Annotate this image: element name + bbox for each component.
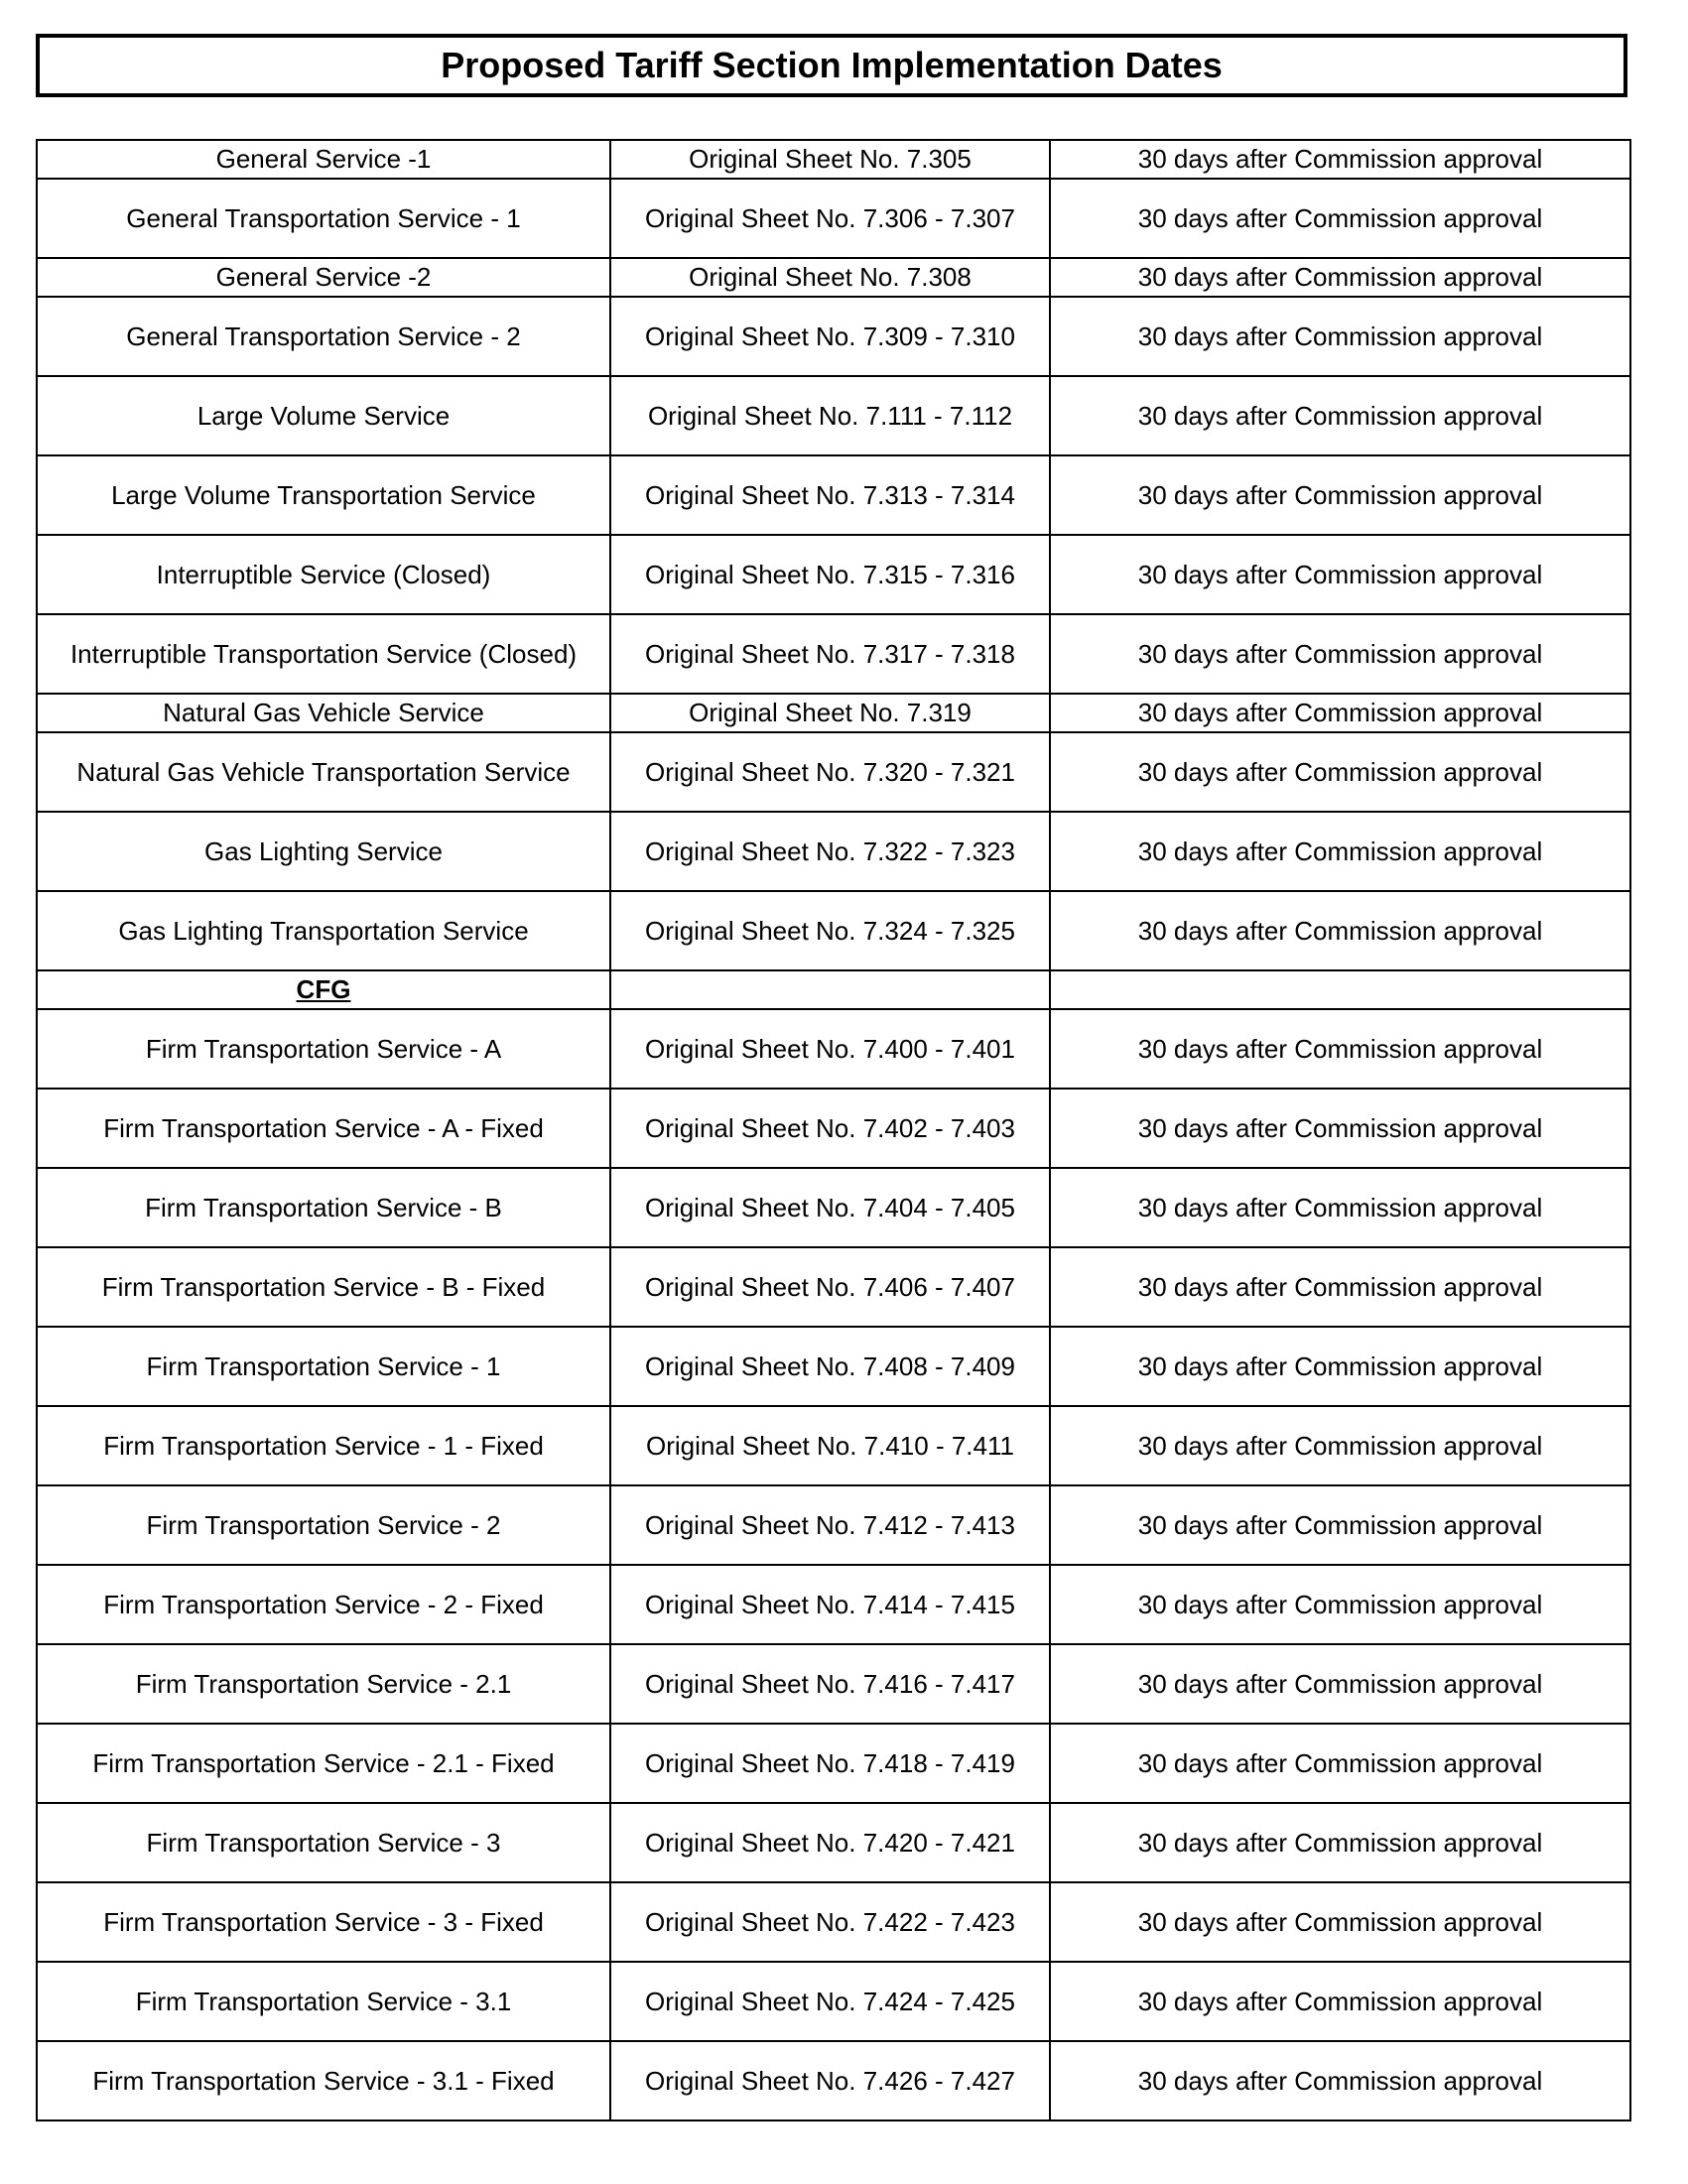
table-row [37, 258, 1630, 297]
implementation-date-cell: 30 days after Commission approval [1050, 140, 1630, 179]
table-row [37, 1247, 1630, 1327]
sheet-number-cell: Original Sheet No. 7.424 - 7.425 [610, 1962, 1050, 2041]
service-name-cell: Firm Transportation Service - 1 - Fixed [37, 1406, 610, 1485]
table-row [37, 614, 1630, 694]
service-name-cell: General Transportation Service - 1 [37, 179, 610, 258]
sheet-number-cell [610, 970, 1050, 1009]
sheet-number-cell: Original Sheet No. 7.111 - 7.112 [610, 376, 1050, 455]
service-name-cell: Firm Transportation Service - B [37, 1168, 610, 1247]
service-name-cell: Firm Transportation Service - A [37, 1009, 610, 1089]
service-name-cell: Firm Transportation Service - 2 - Fixed [37, 1565, 610, 1644]
sheet-number-cell: Original Sheet No. 7.317 - 7.318 [610, 614, 1050, 694]
sheet-number-cell: Original Sheet No. 7.322 - 7.323 [610, 812, 1050, 891]
implementation-date-cell: 30 days after Commission approval [1050, 179, 1630, 258]
service-name-cell: Firm Transportation Service - B - Fixed [37, 1247, 610, 1327]
service-name-cell: Firm Transportation Service - 2.1 [37, 1644, 610, 1724]
service-name-cell: Firm Transportation Service - 1 [37, 1327, 610, 1406]
table-row [37, 455, 1630, 535]
implementation-date-cell: 30 days after Commission approval [1050, 694, 1630, 732]
implementation-date-cell: 30 days after Commission approval [1050, 1962, 1630, 2041]
implementation-date-cell: 30 days after Commission approval [1050, 1009, 1630, 1089]
service-name-cell: Large Volume Service [37, 376, 610, 455]
service-name-cell: Firm Transportation Service - 3.1 [37, 1962, 610, 2041]
sheet-number-cell: Original Sheet No. 7.315 - 7.316 [610, 535, 1050, 614]
service-name-cell: Gas Lighting Transportation Service [37, 891, 610, 970]
table-row [37, 891, 1630, 970]
sheet-number-cell: Original Sheet No. 7.313 - 7.314 [610, 455, 1050, 535]
service-name-cell: Firm Transportation Service - 3 [37, 1803, 610, 1882]
table-row [37, 1565, 1630, 1644]
implementation-date-cell: 30 days after Commission approval [1050, 1565, 1630, 1644]
service-name-cell: Firm Transportation Service - 3.1 - Fixed [37, 2041, 610, 2120]
implementation-date-cell: 30 days after Commission approval [1050, 1089, 1630, 1168]
service-name-cell: Firm Transportation Service - 2 [37, 1485, 610, 1565]
sheet-number-cell: Original Sheet No. 7.418 - 7.419 [610, 1724, 1050, 1803]
table-row [37, 140, 1630, 179]
table-row [37, 297, 1630, 376]
sheet-number-cell: Original Sheet No. 7.305 [610, 140, 1050, 179]
table-row [37, 535, 1630, 614]
service-name-cell: Large Volume Transportation Service [37, 455, 610, 535]
implementation-date-cell: 30 days after Commission approval [1050, 1485, 1630, 1565]
sheet-number-cell: Original Sheet No. 7.324 - 7.325 [610, 891, 1050, 970]
table-row [37, 812, 1630, 891]
sheet-number-cell: Original Sheet No. 7.406 - 7.407 [610, 1247, 1050, 1327]
service-name-cell: General Transportation Service - 2 [37, 297, 610, 376]
table-row [37, 376, 1630, 455]
implementation-date-cell: 30 days after Commission approval [1050, 1247, 1630, 1327]
service-name-cell: Interruptible Service (Closed) [37, 535, 610, 614]
service-name-cell: Firm Transportation Service - 2.1 - Fixed [37, 1724, 610, 1803]
sheet-number-cell: Original Sheet No. 7.309 - 7.310 [610, 297, 1050, 376]
sheet-number-cell: Original Sheet No. 7.410 - 7.411 [610, 1406, 1050, 1485]
implementation-date-cell: 30 days after Commission approval [1050, 2041, 1630, 2120]
sheet-number-cell: Original Sheet No. 7.320 - 7.321 [610, 732, 1050, 812]
implementation-date-cell: 30 days after Commission approval [1050, 1644, 1630, 1724]
service-name-cell: Firm Transportation Service - 3 - Fixed [37, 1882, 610, 1962]
implementation-date-cell: 30 days after Commission approval [1050, 1168, 1630, 1247]
service-name-cell: CFG [37, 970, 610, 1009]
service-name-cell: Natural Gas Vehicle Transportation Service [37, 732, 610, 812]
table-row [37, 1168, 1630, 1247]
implementation-date-cell: 30 days after Commission approval [1050, 258, 1630, 297]
sheet-number-cell: Original Sheet No. 7.400 - 7.401 [610, 1009, 1050, 1089]
service-name-cell: Natural Gas Vehicle Service [37, 694, 610, 732]
implementation-date-cell: 30 days after Commission approval [1050, 535, 1630, 614]
implementation-date-cell: 30 days after Commission approval [1050, 732, 1630, 812]
service-name-cell: General Service -1 [37, 140, 610, 179]
service-name-cell: Firm Transportation Service - A - Fixed [37, 1089, 610, 1168]
page-title: Proposed Tariff Section Implementation Dates [36, 34, 1627, 97]
table-row [37, 1406, 1630, 1485]
implementation-date-cell: 30 days after Commission approval [1050, 614, 1630, 694]
sheet-number-cell: Original Sheet No. 7.414 - 7.415 [610, 1565, 1050, 1644]
table-row [37, 1803, 1630, 1882]
table-row [37, 694, 1630, 732]
table-row [37, 2041, 1630, 2120]
sheet-number-cell: Original Sheet No. 7.422 - 7.423 [610, 1882, 1050, 1962]
sheet-number-cell: Original Sheet No. 7.308 [610, 258, 1050, 297]
implementation-date-cell: 30 days after Commission approval [1050, 812, 1630, 891]
sheet-number-cell: Original Sheet No. 7.319 [610, 694, 1050, 732]
implementation-date-cell: 30 days after Commission approval [1050, 297, 1630, 376]
sheet-number-cell: Original Sheet No. 7.416 - 7.417 [610, 1644, 1050, 1724]
table-row [37, 1485, 1630, 1565]
sheet-number-cell: Original Sheet No. 7.404 - 7.405 [610, 1168, 1050, 1247]
implementation-date-cell: 30 days after Commission approval [1050, 455, 1630, 535]
table-row [37, 1327, 1630, 1406]
table-row [37, 1724, 1630, 1803]
sheet-number-cell: Original Sheet No. 7.408 - 7.409 [610, 1327, 1050, 1406]
section-header-row [37, 970, 1630, 1009]
table-row [37, 1882, 1630, 1962]
service-name-cell: General Service -2 [37, 258, 610, 297]
implementation-date-cell: 30 days after Commission approval [1050, 891, 1630, 970]
table-row [37, 1089, 1630, 1168]
tariff-table [36, 139, 1631, 2121]
implementation-date-cell: 30 days after Commission approval [1050, 1724, 1630, 1803]
sheet-number-cell: Original Sheet No. 7.412 - 7.413 [610, 1485, 1050, 1565]
sheet-number-cell: Original Sheet No. 7.420 - 7.421 [610, 1803, 1050, 1882]
table-row [37, 1009, 1630, 1089]
implementation-date-cell [1050, 970, 1630, 1009]
service-name-cell: Interruptible Transportation Service (Closed) [37, 614, 610, 694]
implementation-date-cell: 30 days after Commission approval [1050, 1882, 1630, 1962]
sheet-number-cell: Original Sheet No. 7.402 - 7.403 [610, 1089, 1050, 1168]
table-row [37, 732, 1630, 812]
implementation-date-cell: 30 days after Commission approval [1050, 1406, 1630, 1485]
service-name-cell: Gas Lighting Service [37, 812, 610, 891]
implementation-date-cell: 30 days after Commission approval [1050, 1327, 1630, 1406]
table-row [37, 1644, 1630, 1724]
implementation-date-cell: 30 days after Commission approval [1050, 376, 1630, 455]
table-row [37, 1962, 1630, 2041]
table-row [37, 179, 1630, 258]
implementation-date-cell: 30 days after Commission approval [1050, 1803, 1630, 1882]
sheet-number-cell: Original Sheet No. 7.306 - 7.307 [610, 179, 1050, 258]
tariff-table-body [37, 140, 1630, 2120]
sheet-number-cell: Original Sheet No. 7.426 - 7.427 [610, 2041, 1050, 2120]
